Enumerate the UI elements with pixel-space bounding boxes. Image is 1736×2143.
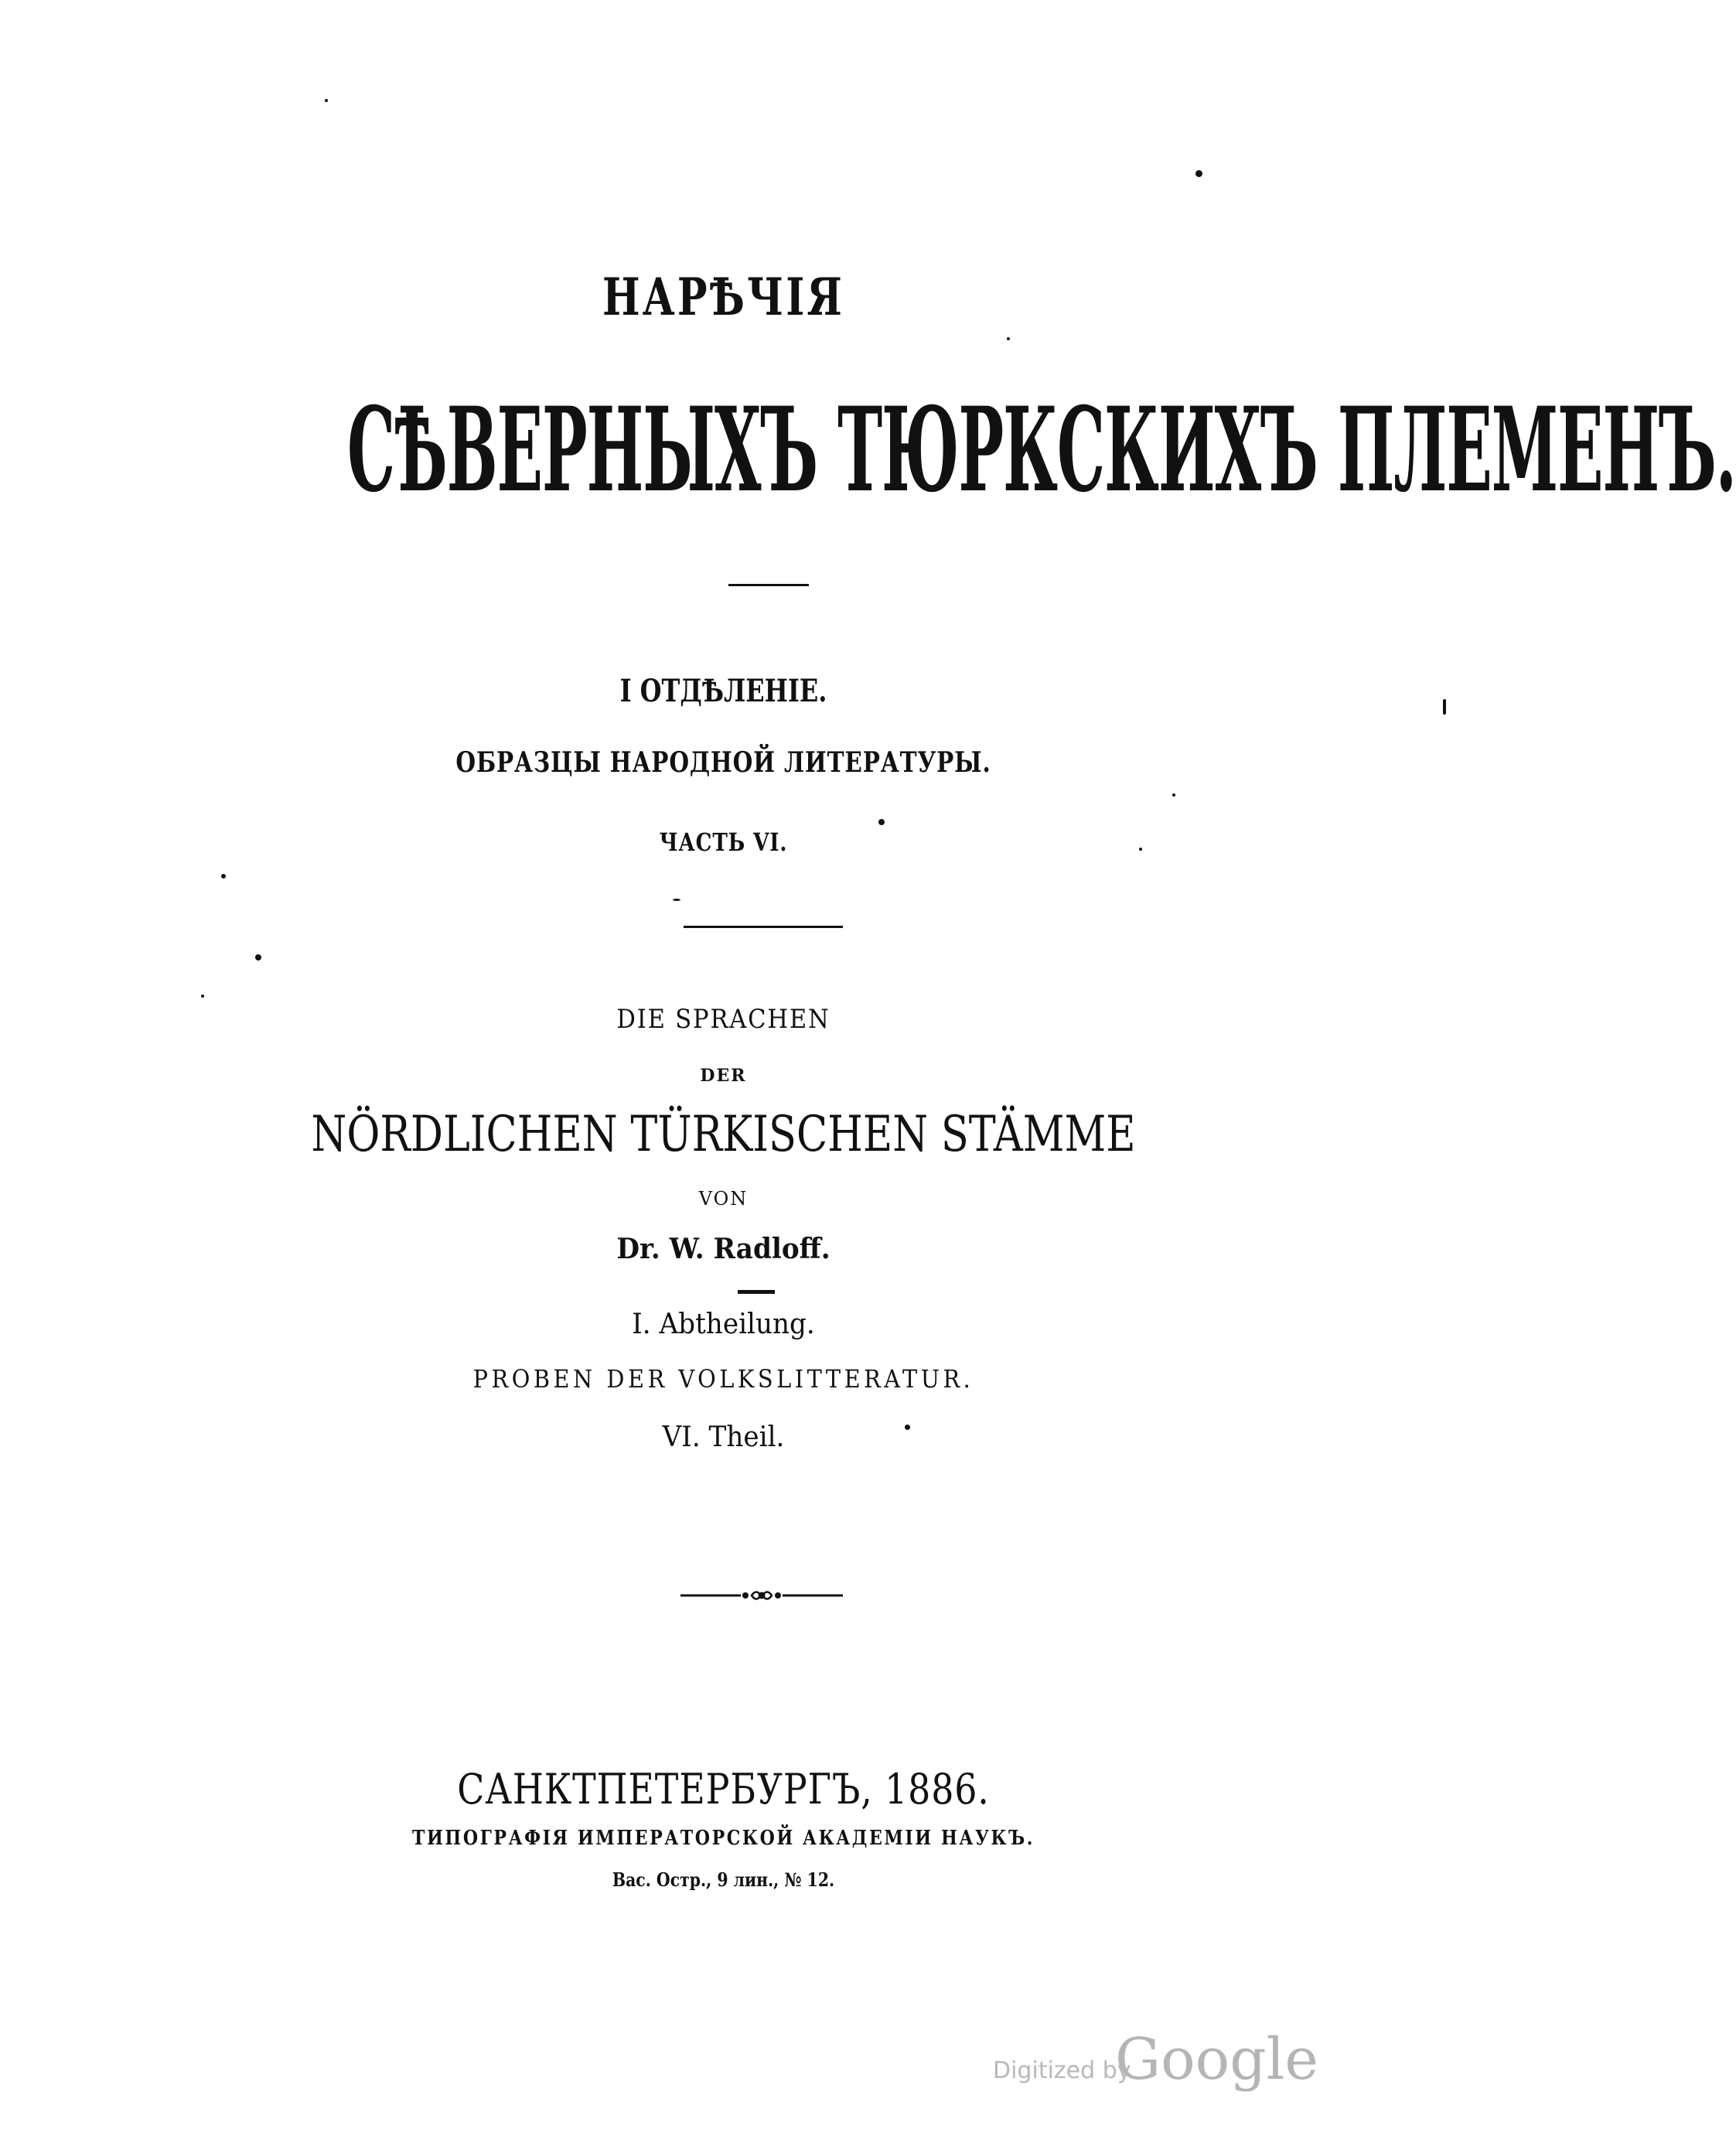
division-ru: I ОТДѢЛЕНІЕ. [619,673,827,709]
german-line-2: DER [700,1066,747,1086]
watermark-brand: Google [1115,2026,1319,2093]
short-dash [738,1290,775,1294]
printer-ornament [680,1584,843,1607]
author-name: Dr. W. Radloff. [616,1233,830,1265]
watermark-prefix: Digitized by [993,2057,1131,2084]
divider-rule [684,926,843,928]
imprint-city-year: САНКТПЕТЕРБУРГЪ, 1886. [457,1765,990,1814]
scan-speck [878,819,885,825]
scan-speck [221,874,226,879]
scan-speck [1007,337,1010,340]
scan-speck [325,99,328,102]
german-line-1: DIE SPRACHEN [616,1004,830,1035]
part-de: VI. Theil. [662,1421,785,1453]
scan-speck [1195,170,1202,177]
scan-speck [905,1425,910,1430]
scan-speck [1139,848,1142,851]
subtitle-ru: ОБРАЗЦЫ НАРОДНОЙ ЛИТЕРАТУРЫ. [455,746,991,779]
german-title: NÖRDLICHEN TÜRKISCHEN STÄMME [311,1106,1136,1163]
scan-speck [255,954,261,961]
heading-small: НАРѢЧІЯ [602,267,844,327]
digitized-watermark [982,2026,1319,2096]
scan-speck [1172,793,1175,797]
part-ru: ЧАСТЬ VI. [659,828,788,857]
division-de: I. Abtheilung. [632,1309,815,1340]
scan-speck [673,899,680,901]
imprint-printer: ТИПОГРАФІЯ ИМПЕРАТОРСКОЙ АКАДЕМІИ НАУКЪ. [411,1827,1035,1850]
german-von: VON [698,1188,749,1210]
heading-large: СѢВЕРНЫХЪ ТЮРКСКИХЪ ПЛЕМЕНЪ. [347,382,1736,518]
divider-rule [728,584,809,586]
imprint-address: Вас. Остр., 9 лин., № 12. [612,1868,835,1891]
scan-speck [1443,699,1446,715]
subtitle-de: PROBEN DER VOLKSLITTERATUR. [472,1364,974,1394]
scan-speck [201,995,204,998]
